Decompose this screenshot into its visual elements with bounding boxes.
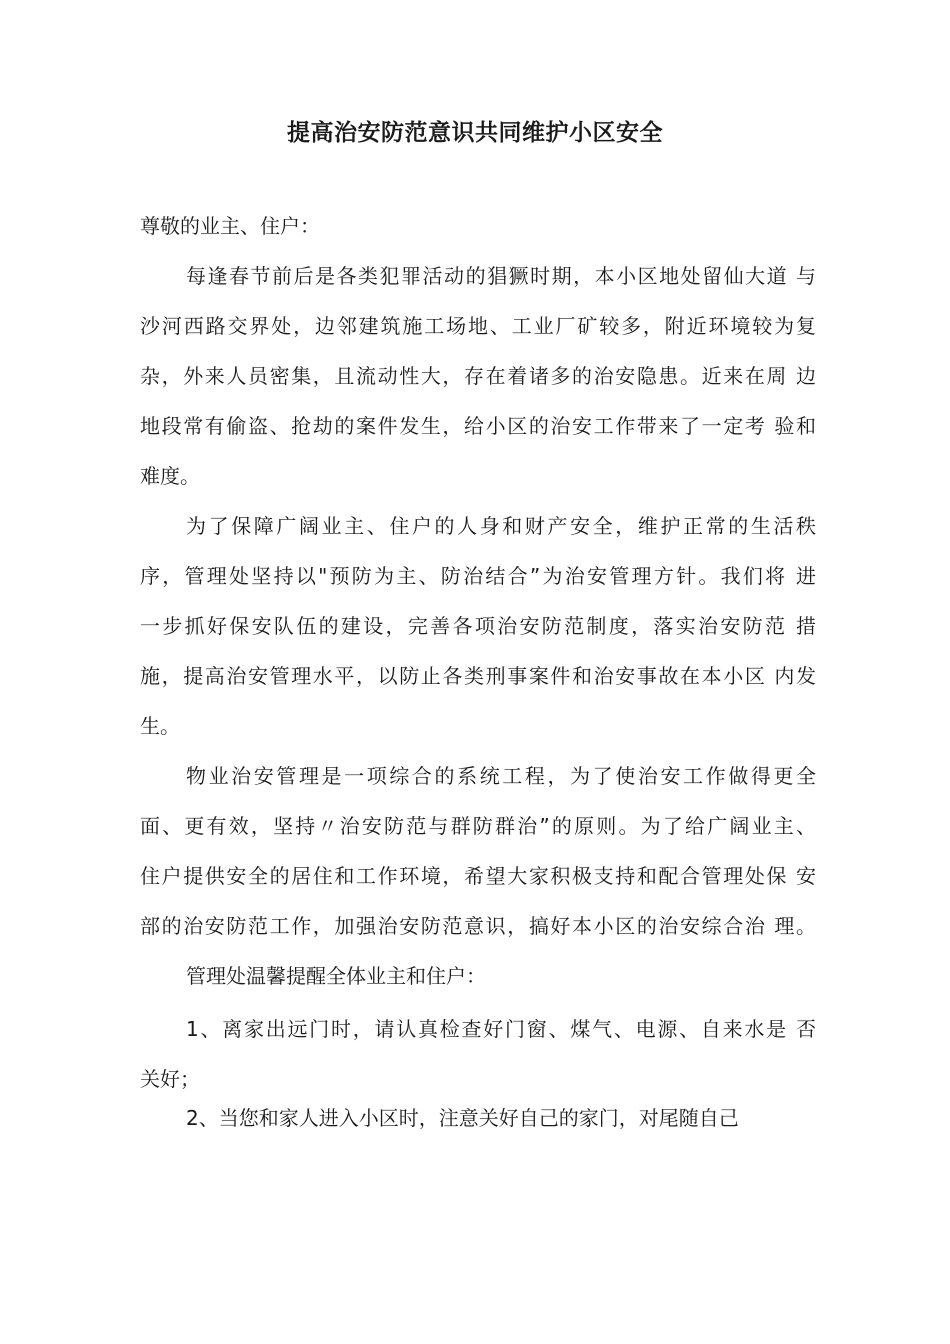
document-title: 提高治安防范意识共同维护小区安全 [287,120,663,146]
paragraph-2-line-2: 序，管理处坚持以"预防为主、防治结合”为治安管理方针。我们将 进 [140,564,816,588]
reminder-item-2-line-1: 2、当您和家人进入小区时，注意关好自己的家门，对尾随自己 [186,1106,739,1130]
paragraph-2-line-3: 一步抓好保安队伍的建设，完善各项治安防范制度，落实治安防范 措 [140,614,816,638]
paragraph-2-line-5: 生。 [140,714,180,738]
paragraph-1-line-4: 地段常有偷盗、抢劫的案件发生，给小区的治安工作带来了一定考 验和 [140,414,816,438]
paragraph-3-line-4: 部的治安防范工作，加强治安防范意识，搞好本小区的治安综合治 理。 [140,914,816,938]
paragraph-2-line-4: 施，提高治安管理水平，以防止各类刑事案件和治安事故在本小区 内发 [140,664,816,688]
reminder-item-1-line-1: 1、离家出远门时，请认真检查好门窗、煤气、电源、自来水是 否 [186,1017,816,1041]
paragraph-1-line-3: 杂，外来人员密集，且流动性大，存在着诸多的治安隐患。近来在周 边 [140,364,816,388]
salutation: 尊敬的业主、住户： [140,214,320,238]
reminder-heading: 管理处温馨提醒全体业主和住户： [186,964,486,988]
paragraph-1-line-5: 难度。 [140,464,200,488]
paragraph-3-line-3: 住户提供安全的居住和工作环境，希望大家积极支持和配合管理处保 安 [140,864,816,888]
paragraph-2-line-1: 为了保障广阔业主、住户的人身和财产安全，维护正常的生活秩 [186,514,816,538]
paragraph-1-line-2: 沙河西路交界处，边邻建筑施工场地、工业厂矿较多，附近环境较为复 [140,314,816,338]
reminder-item-1-line-2: 关好； [140,1067,200,1091]
paragraph-3-line-1: 物业治安管理是一项综合的系统工程，为了使治安工作做得更全 [186,764,816,788]
paragraph-1-line-1: 每逢春节前后是各类犯罪活动的猖獗时期，本小区地处留仙大道 与 [186,264,816,288]
paragraph-3-line-2: 面、更有效，坚持〃治安防范与群防群治”的原则。为了给广阔业主、 [140,814,816,838]
